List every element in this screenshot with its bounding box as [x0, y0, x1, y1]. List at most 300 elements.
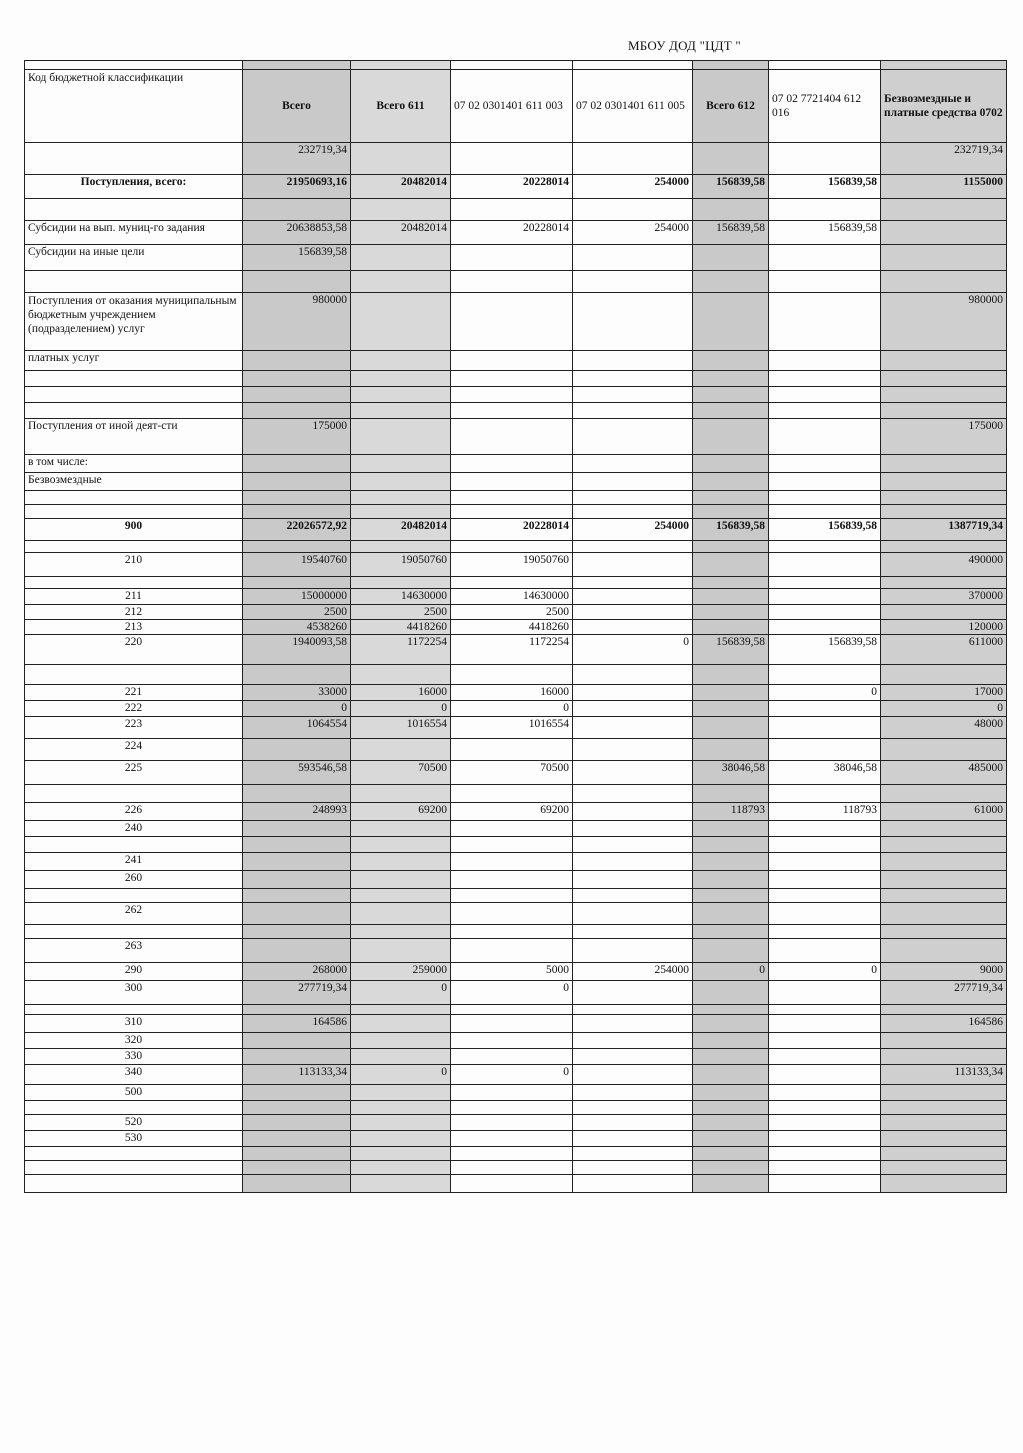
- row-label: 263: [25, 939, 243, 963]
- table-row: [25, 1005, 1007, 1015]
- cell-code-016: [769, 903, 881, 925]
- cell-code-003: 16000: [451, 685, 573, 701]
- cell-total-612: [693, 1049, 769, 1065]
- cell-code-016: [769, 1015, 881, 1033]
- row-label: [25, 1005, 243, 1015]
- cell-total: [243, 1049, 351, 1065]
- cell-code-016: [769, 739, 881, 761]
- row-label: 310: [25, 1015, 243, 1033]
- cell-code-003: [451, 1049, 573, 1065]
- cell-free-paid: [881, 455, 1007, 473]
- cell-code-005: 0: [573, 635, 693, 665]
- cell-total: 21950693,16: [243, 175, 351, 199]
- cell-code-003: [451, 371, 573, 387]
- cell-code-003: [451, 541, 573, 553]
- cell-code-003: [451, 351, 573, 371]
- cell-total-612: [693, 939, 769, 963]
- cell-code-016: [769, 821, 881, 837]
- cell-free-paid: 48000: [881, 717, 1007, 739]
- cell-total-611: 0: [351, 701, 451, 717]
- cell-total: [243, 903, 351, 925]
- cell-total: 2500: [243, 605, 351, 620]
- table-row: [25, 403, 1007, 419]
- cell-code-005: 254000: [573, 221, 693, 245]
- row-label: [25, 199, 243, 221]
- cell-total: [243, 871, 351, 889]
- cell-code-016: 38046,58: [769, 761, 881, 785]
- cell-total-611: 2500: [351, 605, 451, 620]
- cell-total: 22026572,92: [243, 519, 351, 541]
- cell-code-016: [769, 717, 881, 739]
- cell-code-005: [573, 1005, 693, 1015]
- cell-total-612: [693, 1115, 769, 1131]
- cell-code-016: [769, 491, 881, 505]
- cell-total: [243, 1005, 351, 1015]
- cell-code-005: [573, 1147, 693, 1161]
- cell-total: 4538260: [243, 620, 351, 635]
- cell-code-016: [769, 889, 881, 903]
- cell-total: [243, 1131, 351, 1147]
- cell-free-paid: [881, 221, 1007, 245]
- cell-total-611: [351, 837, 451, 853]
- budget-table: [24, 60, 1007, 1193]
- cell-total: 232719,34: [243, 143, 351, 175]
- cell-free-paid: [881, 245, 1007, 271]
- row-label: [25, 785, 243, 803]
- cell-total-612: [693, 620, 769, 635]
- row-label: 260: [25, 871, 243, 889]
- table-row: [25, 981, 1007, 1005]
- cell-free-paid: [881, 939, 1007, 963]
- cell-total-611: 20482014: [351, 519, 451, 541]
- cell-total: 268000: [243, 963, 351, 981]
- cell-code-003: 4418260: [451, 620, 573, 635]
- cell-total: 248993: [243, 803, 351, 821]
- table-row: [25, 245, 1007, 271]
- cell-free-paid: 232719,34: [881, 143, 1007, 175]
- row-label: [25, 1147, 243, 1161]
- cell-code-016: [769, 1161, 881, 1175]
- header-code-003: 07 02 0301401 611 003: [451, 70, 573, 143]
- cell-free-paid: [881, 505, 1007, 519]
- cell-free-paid: 175000: [881, 419, 1007, 455]
- cell-code-003: 2500: [451, 605, 573, 620]
- cell-code-005: [573, 1033, 693, 1049]
- cell-total-612: 156839,58: [693, 221, 769, 245]
- cell-total-611: [351, 1015, 451, 1033]
- cell-total-612: [693, 1085, 769, 1101]
- cell-total-611: [351, 889, 451, 903]
- cell-free-paid: [881, 473, 1007, 491]
- cell-total: [243, 821, 351, 837]
- cell-total: 0: [243, 701, 351, 717]
- row-label: [25, 577, 243, 589]
- cell-total-612: [693, 665, 769, 685]
- cell-total-611: 19050760: [351, 553, 451, 577]
- row-label: 241: [25, 853, 243, 871]
- row-label: 221: [25, 685, 243, 701]
- cell-free-paid: 277719,34: [881, 981, 1007, 1005]
- table-row: [25, 1015, 1007, 1033]
- cell-code-005: [573, 837, 693, 853]
- cell-code-003: [451, 889, 573, 903]
- cell-free-paid: [881, 1147, 1007, 1161]
- cell-total-611: [351, 271, 451, 293]
- cell-total-611: [351, 1175, 451, 1193]
- cell-free-paid: 61000: [881, 803, 1007, 821]
- cell-code-005: [573, 589, 693, 605]
- cell-code-016: [769, 925, 881, 939]
- cell-code-005: [573, 803, 693, 821]
- header-kbk: Код бюджетной классификации: [25, 70, 243, 143]
- cell-total: [243, 473, 351, 491]
- row-label: 211: [25, 589, 243, 605]
- cell-total-612: [693, 271, 769, 293]
- cell-total: [243, 739, 351, 761]
- cell-code-003: 0: [451, 701, 573, 717]
- cell-code-016: [769, 1033, 881, 1049]
- cell-code-005: [573, 1161, 693, 1175]
- cell-total-612: [693, 351, 769, 371]
- row-label: 340: [25, 1065, 243, 1085]
- cell-code-016: [769, 455, 881, 473]
- cell-code-005: [573, 387, 693, 403]
- cell-total-611: 16000: [351, 685, 451, 701]
- table-row: [25, 293, 1007, 351]
- cell-total: 15000000: [243, 589, 351, 605]
- cell-total-611: 1172254: [351, 635, 451, 665]
- cell-total-611: 69200: [351, 803, 451, 821]
- header-total-611: Всего 611: [351, 70, 451, 143]
- cell-total: [243, 491, 351, 505]
- cell-free-paid: [881, 1033, 1007, 1049]
- cell-total-612: [693, 1005, 769, 1015]
- cell-free-paid: [881, 491, 1007, 505]
- cell-code-005: [573, 403, 693, 419]
- cell-code-005: [573, 871, 693, 889]
- row-label: Безвозмездные: [25, 473, 243, 491]
- cell-code-016: [769, 553, 881, 577]
- cell-code-003: 5000: [451, 963, 573, 981]
- cell-code-016: [769, 701, 881, 717]
- row-label: 500: [25, 1085, 243, 1101]
- cell-code-016: [769, 403, 881, 419]
- row-label: 520: [25, 1115, 243, 1131]
- table-row: [25, 199, 1007, 221]
- cell-code-003: [451, 871, 573, 889]
- cell-code-005: [573, 271, 693, 293]
- cell-code-016: 156839,58: [769, 175, 881, 199]
- strip-cell: [769, 61, 881, 70]
- cell-total-612: [693, 701, 769, 717]
- cell-total-612: [693, 605, 769, 620]
- cell-code-005: [573, 577, 693, 589]
- cell-total: 277719,34: [243, 981, 351, 1005]
- strip-cell: [693, 61, 769, 70]
- cell-code-003: [451, 1005, 573, 1015]
- table-row: [25, 175, 1007, 199]
- cell-code-003: [451, 455, 573, 473]
- row-label: [25, 491, 243, 505]
- cell-free-paid: 120000: [881, 620, 1007, 635]
- cell-code-016: 0: [769, 963, 881, 981]
- cell-code-005: [573, 717, 693, 739]
- cell-code-016: [769, 143, 881, 175]
- cell-total-611: [351, 541, 451, 553]
- header-code-005: 07 02 0301401 611 005: [573, 70, 693, 143]
- cell-total: [243, 351, 351, 371]
- cell-code-003: 0: [451, 1065, 573, 1085]
- cell-total-611: [351, 199, 451, 221]
- cell-free-paid: 1387719,34: [881, 519, 1007, 541]
- cell-total: [243, 1147, 351, 1161]
- row-label: 223: [25, 717, 243, 739]
- row-label: [25, 505, 243, 519]
- row-label: [25, 541, 243, 553]
- cell-total-612: [693, 821, 769, 837]
- cell-code-005: [573, 903, 693, 925]
- table-row: [25, 541, 1007, 553]
- cell-free-paid: [881, 271, 1007, 293]
- row-label: 224: [25, 739, 243, 761]
- cell-code-003: [451, 293, 573, 351]
- cell-code-003: [451, 577, 573, 589]
- cell-total-611: [351, 939, 451, 963]
- cell-total-611: [351, 387, 451, 403]
- cell-code-016: [769, 1049, 881, 1065]
- cell-code-003: [451, 199, 573, 221]
- table-row: [25, 1147, 1007, 1161]
- cell-total-612: [693, 199, 769, 221]
- header-code-016: 07 02 7721404 612 016: [769, 70, 881, 143]
- cell-total-611: [351, 1049, 451, 1065]
- cell-free-paid: 611000: [881, 635, 1007, 665]
- cell-code-003: [451, 1115, 573, 1131]
- cell-total-611: [351, 1005, 451, 1015]
- table-row: [25, 963, 1007, 981]
- cell-total-612: 0: [693, 963, 769, 981]
- cell-code-005: [573, 1065, 693, 1085]
- row-label: [25, 925, 243, 939]
- row-label: 290: [25, 963, 243, 981]
- cell-code-005: [573, 981, 693, 1005]
- cell-total: 1064554: [243, 717, 351, 739]
- header-free-paid: Безвозмездные и платные средства 0702: [881, 70, 1007, 143]
- table-row: [25, 903, 1007, 925]
- cell-code-003: [451, 1131, 573, 1147]
- cell-code-005: 254000: [573, 963, 693, 981]
- cell-code-003: [451, 1175, 573, 1193]
- cell-free-paid: [881, 925, 1007, 939]
- cell-total: 33000: [243, 685, 351, 701]
- table-row: [25, 1101, 1007, 1115]
- cell-total-612: [693, 553, 769, 577]
- cell-free-paid: [881, 199, 1007, 221]
- cell-total-612: [693, 1147, 769, 1161]
- cell-code-016: [769, 541, 881, 553]
- cell-total-612: [693, 739, 769, 761]
- table-row: [25, 419, 1007, 455]
- cell-total-611: 14630000: [351, 589, 451, 605]
- cell-code-016: [769, 1085, 881, 1101]
- table-row: [25, 351, 1007, 371]
- cell-code-005: [573, 685, 693, 701]
- row-label: Субсидии на иные цели: [25, 245, 243, 271]
- table-row: [25, 821, 1007, 837]
- strip-cell: [451, 61, 573, 70]
- row-label: в том числе:: [25, 455, 243, 473]
- row-label: [25, 1161, 243, 1175]
- cell-total-611: [351, 903, 451, 925]
- cell-code-003: [451, 1015, 573, 1033]
- table-row: [25, 761, 1007, 785]
- cell-code-016: [769, 1101, 881, 1115]
- row-label: Субсидии на вып. муниц-го задания: [25, 221, 243, 245]
- cell-total-612: 38046,58: [693, 761, 769, 785]
- cell-free-paid: 17000: [881, 685, 1007, 701]
- cell-free-paid: [881, 1085, 1007, 1101]
- cell-total-612: [693, 143, 769, 175]
- cell-total: [243, 371, 351, 387]
- cell-total: 19540760: [243, 553, 351, 577]
- cell-free-paid: [881, 903, 1007, 925]
- cell-code-016: [769, 939, 881, 963]
- cell-total: [243, 1101, 351, 1115]
- cell-free-paid: [881, 541, 1007, 553]
- cell-free-paid: [881, 371, 1007, 387]
- table-row: [25, 803, 1007, 821]
- cell-free-paid: [881, 1131, 1007, 1147]
- cell-total-612: [693, 473, 769, 491]
- table-row: [25, 1085, 1007, 1101]
- cell-total-612: [693, 1161, 769, 1175]
- cell-code-003: 69200: [451, 803, 573, 821]
- cell-total-611: [351, 1101, 451, 1115]
- cell-code-016: [769, 1147, 881, 1161]
- cell-code-016: [769, 1131, 881, 1147]
- cell-code-003: [451, 665, 573, 685]
- cell-total-612: 156839,58: [693, 635, 769, 665]
- cell-free-paid: [881, 351, 1007, 371]
- cell-total-612: [693, 419, 769, 455]
- cell-total: 164586: [243, 1015, 351, 1033]
- cell-free-paid: [881, 837, 1007, 853]
- table-row: [25, 605, 1007, 620]
- strip-cell: [243, 61, 351, 70]
- cell-code-003: [451, 491, 573, 505]
- cell-free-paid: [881, 605, 1007, 620]
- cell-total-611: [351, 739, 451, 761]
- cell-total-612: [693, 1015, 769, 1033]
- table-row: [25, 939, 1007, 963]
- table-row: [25, 271, 1007, 293]
- cell-total-612: [693, 925, 769, 939]
- strip-cell: [25, 61, 243, 70]
- cell-code-016: 156839,58: [769, 519, 881, 541]
- table-row: [25, 665, 1007, 685]
- cell-free-paid: [881, 739, 1007, 761]
- cell-total-611: [351, 245, 451, 271]
- table-row: [25, 1175, 1007, 1193]
- cell-total-612: [693, 1101, 769, 1115]
- row-label: Поступления от иной деят-сти: [25, 419, 243, 455]
- table-row: [25, 871, 1007, 889]
- cell-total: [243, 387, 351, 403]
- cell-code-003: 0: [451, 981, 573, 1005]
- table-row: [25, 1033, 1007, 1049]
- cell-code-016: [769, 665, 881, 685]
- row-label: 210: [25, 553, 243, 577]
- table-row: [25, 785, 1007, 803]
- cell-code-003: 20228014: [451, 221, 573, 245]
- table-row: [25, 577, 1007, 589]
- table-row: [25, 387, 1007, 403]
- cell-code-005: [573, 199, 693, 221]
- cell-code-016: [769, 1005, 881, 1015]
- cell-code-005: [573, 1175, 693, 1193]
- cell-code-003: [451, 245, 573, 271]
- cell-total-611: [351, 473, 451, 491]
- cell-total-611: [351, 1085, 451, 1101]
- cell-code-005: [573, 143, 693, 175]
- row-label: [25, 889, 243, 903]
- cell-total: [243, 785, 351, 803]
- cell-total: [243, 853, 351, 871]
- cell-total: [243, 1115, 351, 1131]
- cell-code-003: [451, 505, 573, 519]
- cell-free-paid: [881, 1049, 1007, 1065]
- cell-code-003: [451, 939, 573, 963]
- table-row: [25, 491, 1007, 505]
- table-row: [25, 1115, 1007, 1131]
- row-label: 320: [25, 1033, 243, 1049]
- cell-code-005: [573, 739, 693, 761]
- cell-total: [243, 271, 351, 293]
- cell-total-612: [693, 577, 769, 589]
- cell-code-016: [769, 245, 881, 271]
- row-label: 530: [25, 1131, 243, 1147]
- cell-code-005: [573, 455, 693, 473]
- cell-code-003: 1016554: [451, 717, 573, 739]
- cell-code-005: [573, 553, 693, 577]
- cell-code-003: [451, 271, 573, 293]
- cell-code-005: [573, 761, 693, 785]
- cell-free-paid: [881, 1115, 1007, 1131]
- cell-code-005: [573, 889, 693, 903]
- cell-total: 175000: [243, 419, 351, 455]
- cell-code-005: [573, 620, 693, 635]
- cell-code-003: [451, 925, 573, 939]
- cell-total-612: [693, 1175, 769, 1193]
- cell-total-612: [693, 589, 769, 605]
- cell-total-612: [693, 455, 769, 473]
- cell-total-612: [693, 871, 769, 889]
- cell-total-611: [351, 871, 451, 889]
- cell-code-003: [451, 785, 573, 803]
- cell-total-612: [693, 541, 769, 553]
- cell-code-016: [769, 419, 881, 455]
- cell-total-611: [351, 821, 451, 837]
- cell-total-611: [351, 143, 451, 175]
- organization-title: МБОУ ДОД "ЦДТ ": [628, 38, 741, 53]
- table-row: [25, 1161, 1007, 1175]
- row-label: 213: [25, 620, 243, 635]
- table-row: [25, 889, 1007, 903]
- cell-code-003: [451, 1161, 573, 1175]
- cell-code-003: [451, 739, 573, 761]
- cell-code-005: [573, 853, 693, 871]
- cell-code-005: [573, 1049, 693, 1065]
